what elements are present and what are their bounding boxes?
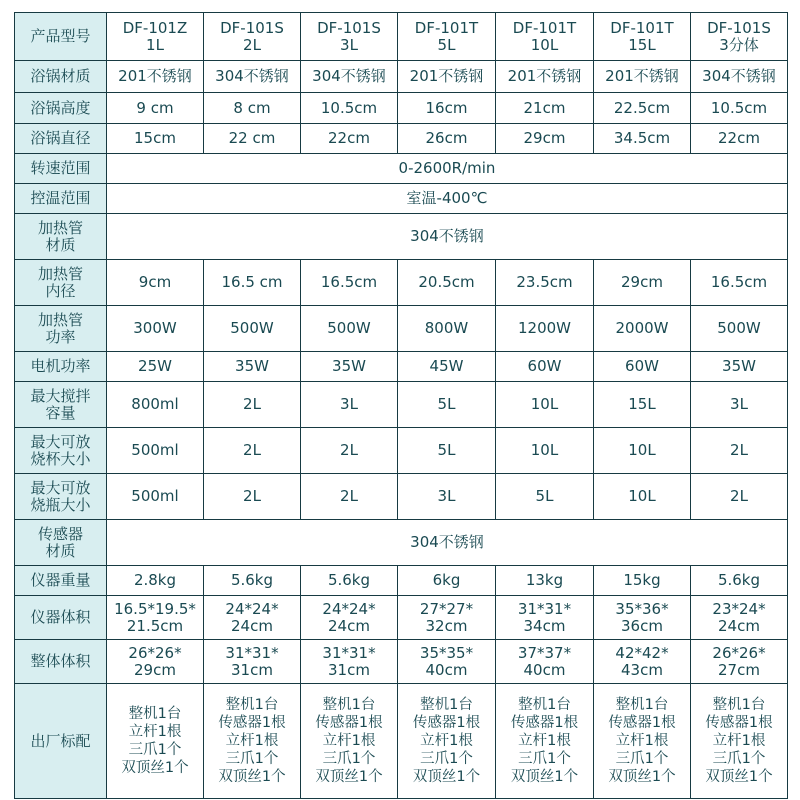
cell-model-6: DF-101T 15L	[594, 13, 691, 61]
row-label-max-stir-capacity: 最大搅拌 容量	[15, 382, 107, 428]
cell-heater-diameter-2: 16.5 cm	[204, 260, 301, 306]
cell-standard-accessories-2: 整机1台 传感器1根 立杆1根 三爪1个 双顶丝1个	[204, 684, 301, 799]
row-label-model: 产品型号	[15, 13, 107, 61]
cell-pot-diameter-5: 29cm	[496, 124, 594, 154]
merged-cell-speed-range: 0-2600R/min	[107, 154, 788, 184]
cell-max-beaker-size-3: 2L	[301, 428, 398, 474]
cell-device-volume-4: 27*27* 32cm	[398, 596, 496, 640]
row-speed-range	[15, 154, 788, 184]
row-heater-diameter	[15, 260, 788, 306]
cell-motor-power-4: 45W	[398, 352, 496, 382]
row-label-pot-height: 浴锅高度	[15, 93, 107, 124]
cell-heater-power-3: 500W	[301, 306, 398, 352]
cell-standard-accessories-5: 整机1台 传感器1根 立杆1根 三爪1个 双顶丝1个	[496, 684, 594, 799]
cell-pot-height-5: 21cm	[496, 93, 594, 124]
row-standard-accessories	[15, 684, 788, 799]
cell-max-stir-capacity-7: 3L	[691, 382, 788, 428]
cell-max-stir-capacity-4: 5L	[398, 382, 496, 428]
spec-table	[14, 12, 788, 799]
cell-max-stir-capacity-1: 800ml	[107, 382, 204, 428]
cell-pot-height-4: 16cm	[398, 93, 496, 124]
row-label-weight: 仪器重量	[15, 566, 107, 596]
row-label-heater-material: 加热管 材质	[15, 214, 107, 260]
cell-weight-4: 6kg	[398, 566, 496, 596]
row-label-max-beaker-size: 最大可放 烧杯大小	[15, 428, 107, 474]
cell-standard-accessories-1: 整机1台 立杆1根 三爪1个 双顶丝1个	[107, 684, 204, 799]
cell-pot-height-6: 22.5cm	[594, 93, 691, 124]
row-max-beaker-size	[15, 428, 788, 474]
cell-overall-volume-4: 35*35* 40cm	[398, 640, 496, 684]
row-pot-material	[15, 61, 788, 93]
cell-standard-accessories-6: 整机1台 传感器1根 立杆1根 三爪1个 双顶丝1个	[594, 684, 691, 799]
cell-pot-diameter-6: 34.5cm	[594, 124, 691, 154]
cell-standard-accessories-7: 整机1台 传感器1根 立杆1根 三爪1个 双顶丝1个	[691, 684, 788, 799]
cell-overall-volume-3: 31*31* 31cm	[301, 640, 398, 684]
cell-heater-power-4: 800W	[398, 306, 496, 352]
cell-max-flask-size-5: 5L	[496, 474, 594, 520]
merged-cell-temp-range: 室温-400℃	[107, 184, 788, 214]
cell-heater-diameter-1: 9cm	[107, 260, 204, 306]
cell-weight-7: 5.6kg	[691, 566, 788, 596]
cell-model-7: DF-101S 3分体	[691, 13, 788, 61]
cell-max-flask-size-3: 2L	[301, 474, 398, 520]
cell-motor-power-6: 60W	[594, 352, 691, 382]
cell-max-stir-capacity-3: 3L	[301, 382, 398, 428]
merged-cell-sensor-material: 304不锈钢	[107, 520, 788, 566]
cell-model-2: DF-101S 2L	[204, 13, 301, 61]
cell-max-stir-capacity-6: 15L	[594, 382, 691, 428]
cell-model-4: DF-101T 5L	[398, 13, 496, 61]
cell-model-3: DF-101S 3L	[301, 13, 398, 61]
spec-table-body	[15, 13, 788, 799]
cell-heater-power-7: 500W	[691, 306, 788, 352]
row-max-flask-size	[15, 474, 788, 520]
cell-overall-volume-5: 37*37* 40cm	[496, 640, 594, 684]
cell-standard-accessories-3: 整机1台 传感器1根 立杆1根 三爪1个 双顶丝1个	[301, 684, 398, 799]
cell-max-beaker-size-2: 2L	[204, 428, 301, 474]
cell-heater-power-2: 500W	[204, 306, 301, 352]
cell-device-volume-2: 24*24* 24cm	[204, 596, 301, 640]
cell-overall-volume-1: 26*26* 29cm	[107, 640, 204, 684]
row-motor-power	[15, 352, 788, 382]
row-label-overall-volume: 整体体积	[15, 640, 107, 684]
cell-model-1: DF-101Z 1L	[107, 13, 204, 61]
row-label-max-flask-size: 最大可放 烧瓶大小	[15, 474, 107, 520]
row-label-pot-material: 浴锅材质	[15, 61, 107, 93]
cell-max-beaker-size-4: 5L	[398, 428, 496, 474]
cell-pot-diameter-1: 15cm	[107, 124, 204, 154]
row-label-device-volume: 仪器体积	[15, 596, 107, 640]
cell-max-flask-size-4: 3L	[398, 474, 496, 520]
row-label-pot-diameter: 浴锅直径	[15, 124, 107, 154]
row-model	[15, 13, 788, 61]
row-label-speed-range: 转速范围	[15, 154, 107, 184]
cell-max-beaker-size-1: 500ml	[107, 428, 204, 474]
row-pot-height	[15, 93, 788, 124]
cell-heater-diameter-5: 23.5cm	[496, 260, 594, 306]
row-pot-diameter	[15, 124, 788, 154]
row-max-stir-capacity	[15, 382, 788, 428]
row-label-motor-power: 电机功率	[15, 352, 107, 382]
cell-max-beaker-size-6: 10L	[594, 428, 691, 474]
row-label-temp-range: 控温范围	[15, 184, 107, 214]
cell-heater-diameter-6: 29cm	[594, 260, 691, 306]
cell-pot-material-4: 201不锈钢	[398, 61, 496, 93]
cell-weight-6: 15kg	[594, 566, 691, 596]
cell-overall-volume-6: 42*42* 43cm	[594, 640, 691, 684]
cell-pot-material-2: 304不锈钢	[204, 61, 301, 93]
cell-weight-2: 5.6kg	[204, 566, 301, 596]
row-device-volume	[15, 596, 788, 640]
cell-model-5: DF-101T 10L	[496, 13, 594, 61]
cell-heater-diameter-7: 16.5cm	[691, 260, 788, 306]
row-weight	[15, 566, 788, 596]
cell-pot-height-2: 8 cm	[204, 93, 301, 124]
cell-device-volume-3: 24*24* 24cm	[301, 596, 398, 640]
cell-motor-power-7: 35W	[691, 352, 788, 382]
cell-pot-diameter-3: 22cm	[301, 124, 398, 154]
cell-device-volume-5: 31*31* 34cm	[496, 596, 594, 640]
cell-max-stir-capacity-5: 10L	[496, 382, 594, 428]
cell-max-flask-size-7: 2L	[691, 474, 788, 520]
row-overall-volume	[15, 640, 788, 684]
cell-max-stir-capacity-2: 2L	[204, 382, 301, 428]
cell-motor-power-3: 35W	[301, 352, 398, 382]
cell-max-beaker-size-7: 2L	[691, 428, 788, 474]
cell-max-flask-size-1: 500ml	[107, 474, 204, 520]
cell-weight-5: 13kg	[496, 566, 594, 596]
cell-heater-power-1: 300W	[107, 306, 204, 352]
row-label-heater-diameter: 加热管 内径	[15, 260, 107, 306]
cell-pot-material-6: 201不锈钢	[594, 61, 691, 93]
cell-pot-height-1: 9 cm	[107, 93, 204, 124]
cell-max-flask-size-6: 10L	[594, 474, 691, 520]
cell-overall-volume-2: 31*31* 31cm	[204, 640, 301, 684]
cell-max-beaker-size-5: 10L	[496, 428, 594, 474]
row-label-sensor-material: 传感器 材质	[15, 520, 107, 566]
cell-pot-height-7: 10.5cm	[691, 93, 788, 124]
cell-motor-power-2: 35W	[204, 352, 301, 382]
row-label-heater-power: 加热管 功率	[15, 306, 107, 352]
cell-pot-diameter-4: 26cm	[398, 124, 496, 154]
cell-max-flask-size-2: 2L	[204, 474, 301, 520]
cell-pot-diameter-7: 22cm	[691, 124, 788, 154]
row-heater-material	[15, 214, 788, 260]
cell-pot-diameter-2: 22 cm	[204, 124, 301, 154]
cell-standard-accessories-4: 整机1台 传感器1根 立杆1根 三爪1个 双顶丝1个	[398, 684, 496, 799]
row-sensor-material	[15, 520, 788, 566]
cell-pot-material-5: 201不锈钢	[496, 61, 594, 93]
cell-device-volume-7: 23*24* 24cm	[691, 596, 788, 640]
merged-cell-heater-material: 304不锈钢	[107, 214, 788, 260]
cell-heater-power-5: 1200W	[496, 306, 594, 352]
row-label-standard-accessories: 出厂标配	[15, 684, 107, 799]
cell-motor-power-5: 60W	[496, 352, 594, 382]
cell-heater-diameter-4: 20.5cm	[398, 260, 496, 306]
row-temp-range	[15, 184, 788, 214]
cell-overall-volume-7: 26*26* 27cm	[691, 640, 788, 684]
cell-heater-power-6: 2000W	[594, 306, 691, 352]
cell-heater-diameter-3: 16.5cm	[301, 260, 398, 306]
cell-pot-material-1: 201不锈钢	[107, 61, 204, 93]
cell-weight-1: 2.8kg	[107, 566, 204, 596]
cell-weight-3: 5.6kg	[301, 566, 398, 596]
cell-pot-material-7: 304不锈钢	[691, 61, 788, 93]
cell-pot-material-3: 304不锈钢	[301, 61, 398, 93]
cell-device-volume-1: 16.5*19.5* 21.5cm	[107, 596, 204, 640]
cell-device-volume-6: 35*36* 36cm	[594, 596, 691, 640]
cell-pot-height-3: 10.5cm	[301, 93, 398, 124]
row-heater-power	[15, 306, 788, 352]
cell-motor-power-1: 25W	[107, 352, 204, 382]
